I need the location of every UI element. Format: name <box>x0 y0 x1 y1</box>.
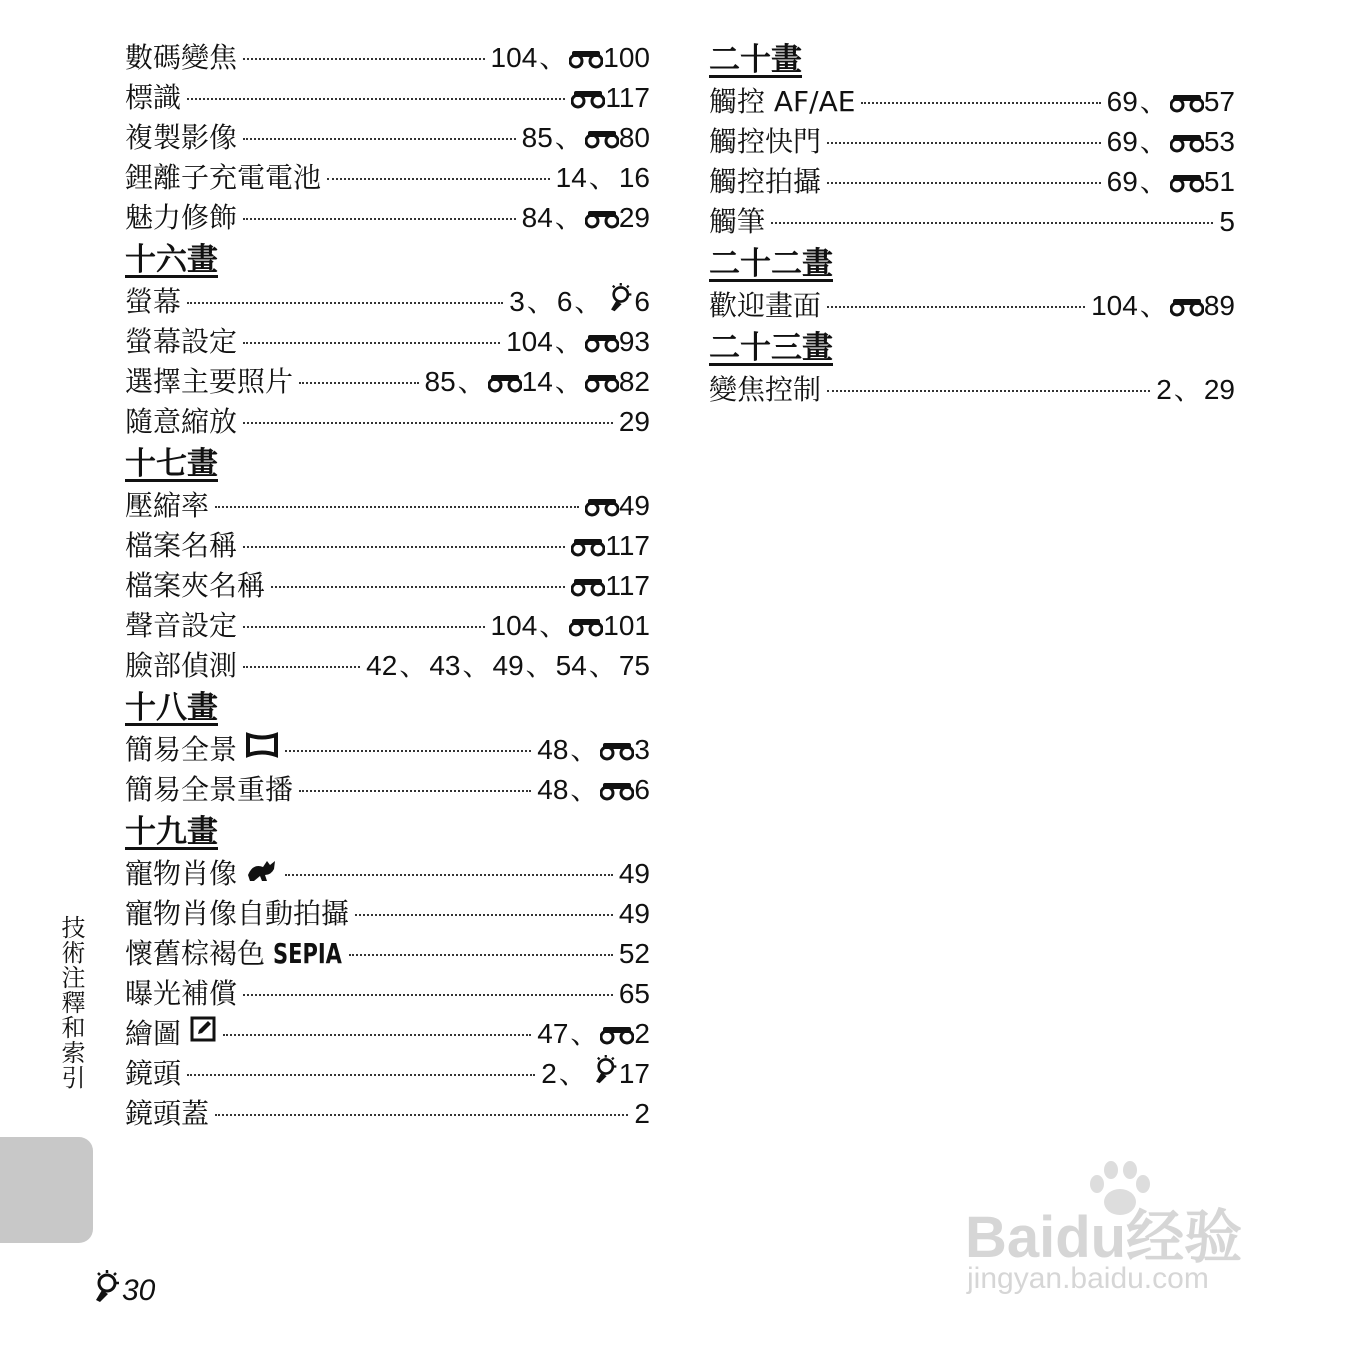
ref-separator: 、 <box>554 366 583 397</box>
index-term: 簡易全景 <box>125 733 238 766</box>
dot-leader <box>243 666 360 668</box>
dot-leader <box>299 790 531 792</box>
index-entry <box>125 974 650 1014</box>
index-term: 寵物肖像 <box>125 857 238 890</box>
page-references <box>537 730 650 772</box>
watermark-url: jingyan.baidu.com <box>967 1262 1209 1295</box>
dot-leader <box>827 390 1150 392</box>
ref-separator: 、 <box>574 286 603 317</box>
page-reference: 49 <box>618 898 650 929</box>
dot-leader <box>285 750 531 752</box>
ref-icon <box>571 528 605 568</box>
page-references <box>634 1094 650 1134</box>
dot-leader <box>349 954 613 956</box>
index-entry <box>125 402 650 442</box>
dot-leader <box>827 182 1101 184</box>
index-entry <box>125 198 650 238</box>
ref-separator: 、 <box>462 650 491 681</box>
page-reference: 16 <box>618 162 650 193</box>
ref-separator: 、 <box>1139 166 1168 197</box>
index-entry <box>125 282 650 322</box>
ref-icon <box>488 364 522 404</box>
page-reference: 3 <box>634 734 650 765</box>
index-column-left <box>125 38 650 1134</box>
index-entry <box>709 286 1235 326</box>
page-reference: 6 <box>556 286 573 317</box>
section-tab-label: 技術注釋和索引 <box>57 915 85 1090</box>
index-entry <box>125 526 650 566</box>
page-reference: 85 <box>521 122 553 153</box>
tip-icon <box>88 1270 122 1312</box>
page-references <box>1156 370 1235 410</box>
page-reference: 84 <box>521 202 553 233</box>
page-reference: 49 <box>492 650 524 681</box>
page-reference: 48 <box>537 734 569 765</box>
ref-separator: 、 <box>570 734 599 765</box>
page-references <box>425 362 651 404</box>
page-reference: 5 <box>1219 206 1235 237</box>
page-reference: 47 <box>537 1018 569 1049</box>
ref-separator: 、 <box>539 610 568 641</box>
ref-icon <box>585 364 619 404</box>
page-reference: 117 <box>605 530 650 561</box>
ref-separator: 、 <box>457 366 486 397</box>
page-reference: 85 <box>424 366 456 397</box>
index-term: 鏡頭 <box>125 1057 182 1090</box>
dot-leader <box>187 302 503 304</box>
ref-icon <box>569 608 603 648</box>
page-reference: 69 <box>1106 166 1138 197</box>
ref-separator: 、 <box>539 42 568 73</box>
tip-icon <box>604 283 634 324</box>
page-references <box>522 198 650 240</box>
ref-separator: 、 <box>570 774 599 805</box>
page-references <box>537 770 650 812</box>
index-entry <box>125 486 650 526</box>
ref-separator: 、 <box>554 326 583 357</box>
index-term: 觸筆 <box>709 205 766 238</box>
index-term: 鏡頭蓋 <box>125 1097 210 1130</box>
index-entry <box>125 118 650 158</box>
dot-leader <box>215 1114 628 1116</box>
index-entry <box>709 162 1235 202</box>
index-term: 觸控快門 <box>709 125 822 158</box>
stroke-count-heading: 二十畫 <box>709 42 802 78</box>
ref-separator: 、 <box>1173 374 1202 405</box>
page-reference: 42 <box>366 650 398 681</box>
page-references <box>619 854 650 894</box>
page-references <box>506 322 650 364</box>
ref-icon <box>585 200 619 240</box>
page-references <box>571 566 650 608</box>
page-references <box>571 78 650 120</box>
ref-icon <box>1170 124 1204 164</box>
dot-leader <box>215 506 579 508</box>
page-reference: 14 <box>521 366 553 397</box>
dot-leader <box>243 546 565 548</box>
page-reference: 2 <box>634 1098 650 1129</box>
dot-leader <box>271 586 565 588</box>
stroke-count-heading: 十八畫 <box>125 690 218 726</box>
index-term: 觸控拍攝 <box>709 165 822 198</box>
page-reference: 57 <box>1203 86 1235 117</box>
page-reference: 2 <box>541 1058 557 1089</box>
index-term: 壓縮率 <box>125 489 210 522</box>
index-entry <box>125 606 650 646</box>
ref-separator: 、 <box>588 650 617 681</box>
page-references <box>619 974 650 1014</box>
page-reference: 100 <box>603 42 650 73</box>
index-term: 鋰離子充電電池 <box>125 161 322 194</box>
ref-separator: 、 <box>570 1018 599 1049</box>
page-reference: 104 <box>490 42 538 73</box>
page-reference: 48 <box>537 774 569 805</box>
index-term: 螢幕設定 <box>125 325 238 358</box>
dot-leader <box>243 58 485 60</box>
dot-leader <box>243 626 485 628</box>
page-references <box>522 118 650 160</box>
sepia-icon: SEPIA <box>273 937 342 970</box>
index-term: 複製影像 <box>125 121 238 154</box>
ref-icon <box>1170 84 1204 124</box>
page-reference: 75 <box>618 650 650 681</box>
index-term: 數碼變焦 <box>125 41 238 74</box>
index-entry <box>125 770 650 810</box>
index-term: 檔案名稱 <box>125 529 238 562</box>
index-term: 繪圖 <box>125 1017 182 1050</box>
page-reference: 3 <box>509 286 525 317</box>
index-entry <box>125 566 650 606</box>
page-reference: 69 <box>1106 126 1138 157</box>
ref-separator: 、 <box>526 286 555 317</box>
page-reference: 89 <box>1203 290 1235 321</box>
index-term: 曝光補償 <box>125 977 238 1010</box>
index-term: 變焦控制 <box>709 373 822 406</box>
page-number: 30 <box>88 1270 155 1312</box>
index-entry <box>125 38 650 78</box>
index-term: 寵物肖像自動拍攝 <box>125 897 350 930</box>
dot-leader <box>243 218 516 220</box>
index-term: 聲音設定 <box>125 609 238 642</box>
page-references <box>537 1014 650 1056</box>
index-entry <box>125 730 650 770</box>
ref-icon <box>1170 288 1204 328</box>
index-term: 臉部偵測 <box>125 649 238 682</box>
index-term: 隨意縮放 <box>125 405 238 438</box>
index-entry <box>125 646 650 686</box>
tip-icon <box>589 1055 619 1096</box>
ref-separator: 、 <box>558 1058 587 1089</box>
baidu-watermark <box>965 1160 1285 1310</box>
dot-leader <box>243 342 500 344</box>
page-references <box>491 38 650 80</box>
index-entry <box>125 1094 650 1134</box>
page-references <box>491 606 650 648</box>
page-references <box>366 646 650 686</box>
index-term: 觸控 AF/AE <box>709 85 856 118</box>
page-reference: 6 <box>634 286 650 317</box>
page-references <box>1091 286 1235 328</box>
ref-separator: 、 <box>525 650 554 681</box>
index-entry <box>709 370 1235 410</box>
page-reference: 117 <box>605 570 650 601</box>
stroke-count-heading: 十七畫 <box>125 446 218 482</box>
ref-separator: 、 <box>1139 86 1168 117</box>
dot-leader <box>187 1074 535 1076</box>
page-reference: 49 <box>618 490 650 521</box>
page-reference: 49 <box>618 858 650 889</box>
ref-separator: 、 <box>554 202 583 233</box>
index-term: 魅力修飾 <box>125 201 238 234</box>
index-entry <box>125 158 650 198</box>
page-references <box>541 1054 650 1096</box>
index-entry <box>125 322 650 362</box>
watermark-main: Baidu经验 <box>965 1205 1243 1270</box>
panorama-icon <box>245 730 279 770</box>
dot-leader <box>327 178 550 180</box>
index-entry <box>125 894 650 934</box>
dot-leader <box>243 994 613 996</box>
index-term: 標識 <box>125 81 182 114</box>
dot-leader <box>187 98 565 100</box>
index-entry <box>125 934 650 974</box>
ref-icon <box>585 120 619 160</box>
dot-leader <box>243 422 613 424</box>
page-references <box>619 894 650 934</box>
dot-leader <box>827 306 1085 308</box>
dot-leader <box>771 222 1213 224</box>
ref-icon <box>585 324 619 364</box>
index-entry <box>125 362 650 402</box>
dot-leader <box>243 138 516 140</box>
stroke-count-heading: 十九畫 <box>125 814 218 850</box>
draw-icon <box>189 1014 217 1054</box>
ref-icon <box>569 40 603 80</box>
page-reference: 43 <box>429 650 461 681</box>
index-entry <box>125 1014 650 1054</box>
page-reference: 82 <box>618 366 650 397</box>
page-reference: 14 <box>555 162 587 193</box>
page-reference: 2 <box>634 1018 650 1049</box>
ref-separator: 、 <box>399 650 428 681</box>
pet-icon <box>245 854 279 894</box>
page-reference: 101 <box>603 610 650 641</box>
page-reference: 80 <box>618 122 650 153</box>
ref-icon <box>585 488 619 528</box>
page-reference: 29 <box>618 406 650 437</box>
dot-leader <box>223 1034 531 1036</box>
page-reference: 117 <box>605 82 650 113</box>
index-entry <box>125 1054 650 1094</box>
ref-separator: 、 <box>554 122 583 153</box>
page-reference: 104 <box>1091 290 1138 321</box>
page-reference: 93 <box>618 326 650 357</box>
index-entry <box>709 82 1235 122</box>
index-entry <box>125 78 650 118</box>
page-references <box>619 934 650 974</box>
page-reference: 54 <box>555 650 587 681</box>
dot-leader <box>827 142 1101 144</box>
page-references <box>571 526 650 568</box>
page-references <box>1107 122 1235 164</box>
page-reference: 104 <box>506 326 553 357</box>
ref-icon <box>571 568 605 608</box>
page-references <box>1107 82 1235 124</box>
page-reference: 29 <box>1203 374 1235 405</box>
ref-separator: 、 <box>1139 290 1168 321</box>
section-tab-marker <box>0 1137 93 1243</box>
stroke-count-heading: 十六畫 <box>125 242 218 278</box>
ref-separator: 、 <box>1139 126 1168 157</box>
dot-leader <box>299 382 418 384</box>
page-reference: 53 <box>1203 126 1235 157</box>
page-references <box>509 282 650 324</box>
ref-icon <box>600 1016 634 1056</box>
stroke-count-heading: 二十三畫 <box>709 330 833 366</box>
ref-icon <box>1170 164 1204 204</box>
page-references <box>1107 162 1235 204</box>
page-references <box>556 158 650 198</box>
dot-leader <box>355 914 613 916</box>
page-references <box>619 402 650 442</box>
index-term: 選擇主要照片 <box>125 365 294 398</box>
page-reference: 69 <box>1106 86 1138 117</box>
stroke-count-heading: 二十二畫 <box>709 246 833 282</box>
ref-icon <box>600 772 634 812</box>
index-term: 歡迎畫面 <box>709 289 822 322</box>
index-term: 螢幕 <box>125 285 182 318</box>
index-entry <box>709 202 1235 242</box>
dot-leader <box>861 102 1100 104</box>
page-reference: 6 <box>634 774 650 805</box>
index-entry <box>709 122 1235 162</box>
page-reference: 65 <box>618 978 650 1009</box>
index-term: 懷舊棕褐色 <box>125 937 266 970</box>
page-reference: 51 <box>1203 166 1235 197</box>
index-column-right <box>709 38 1235 410</box>
index-entry <box>125 854 650 894</box>
page-reference: 104 <box>490 610 538 641</box>
ref-icon <box>600 732 634 772</box>
page-reference: 17 <box>618 1058 650 1089</box>
page-reference: 52 <box>618 938 650 969</box>
ref-icon <box>571 80 605 120</box>
page-reference: 29 <box>618 202 650 233</box>
page-reference: 2 <box>1156 374 1172 405</box>
ref-separator: 、 <box>588 162 617 193</box>
page-references <box>585 486 650 528</box>
index-term: 簡易全景重播 <box>125 773 294 806</box>
index-term: 檔案夾名稱 <box>125 569 266 602</box>
page-references <box>1219 202 1235 242</box>
dot-leader <box>285 874 613 876</box>
